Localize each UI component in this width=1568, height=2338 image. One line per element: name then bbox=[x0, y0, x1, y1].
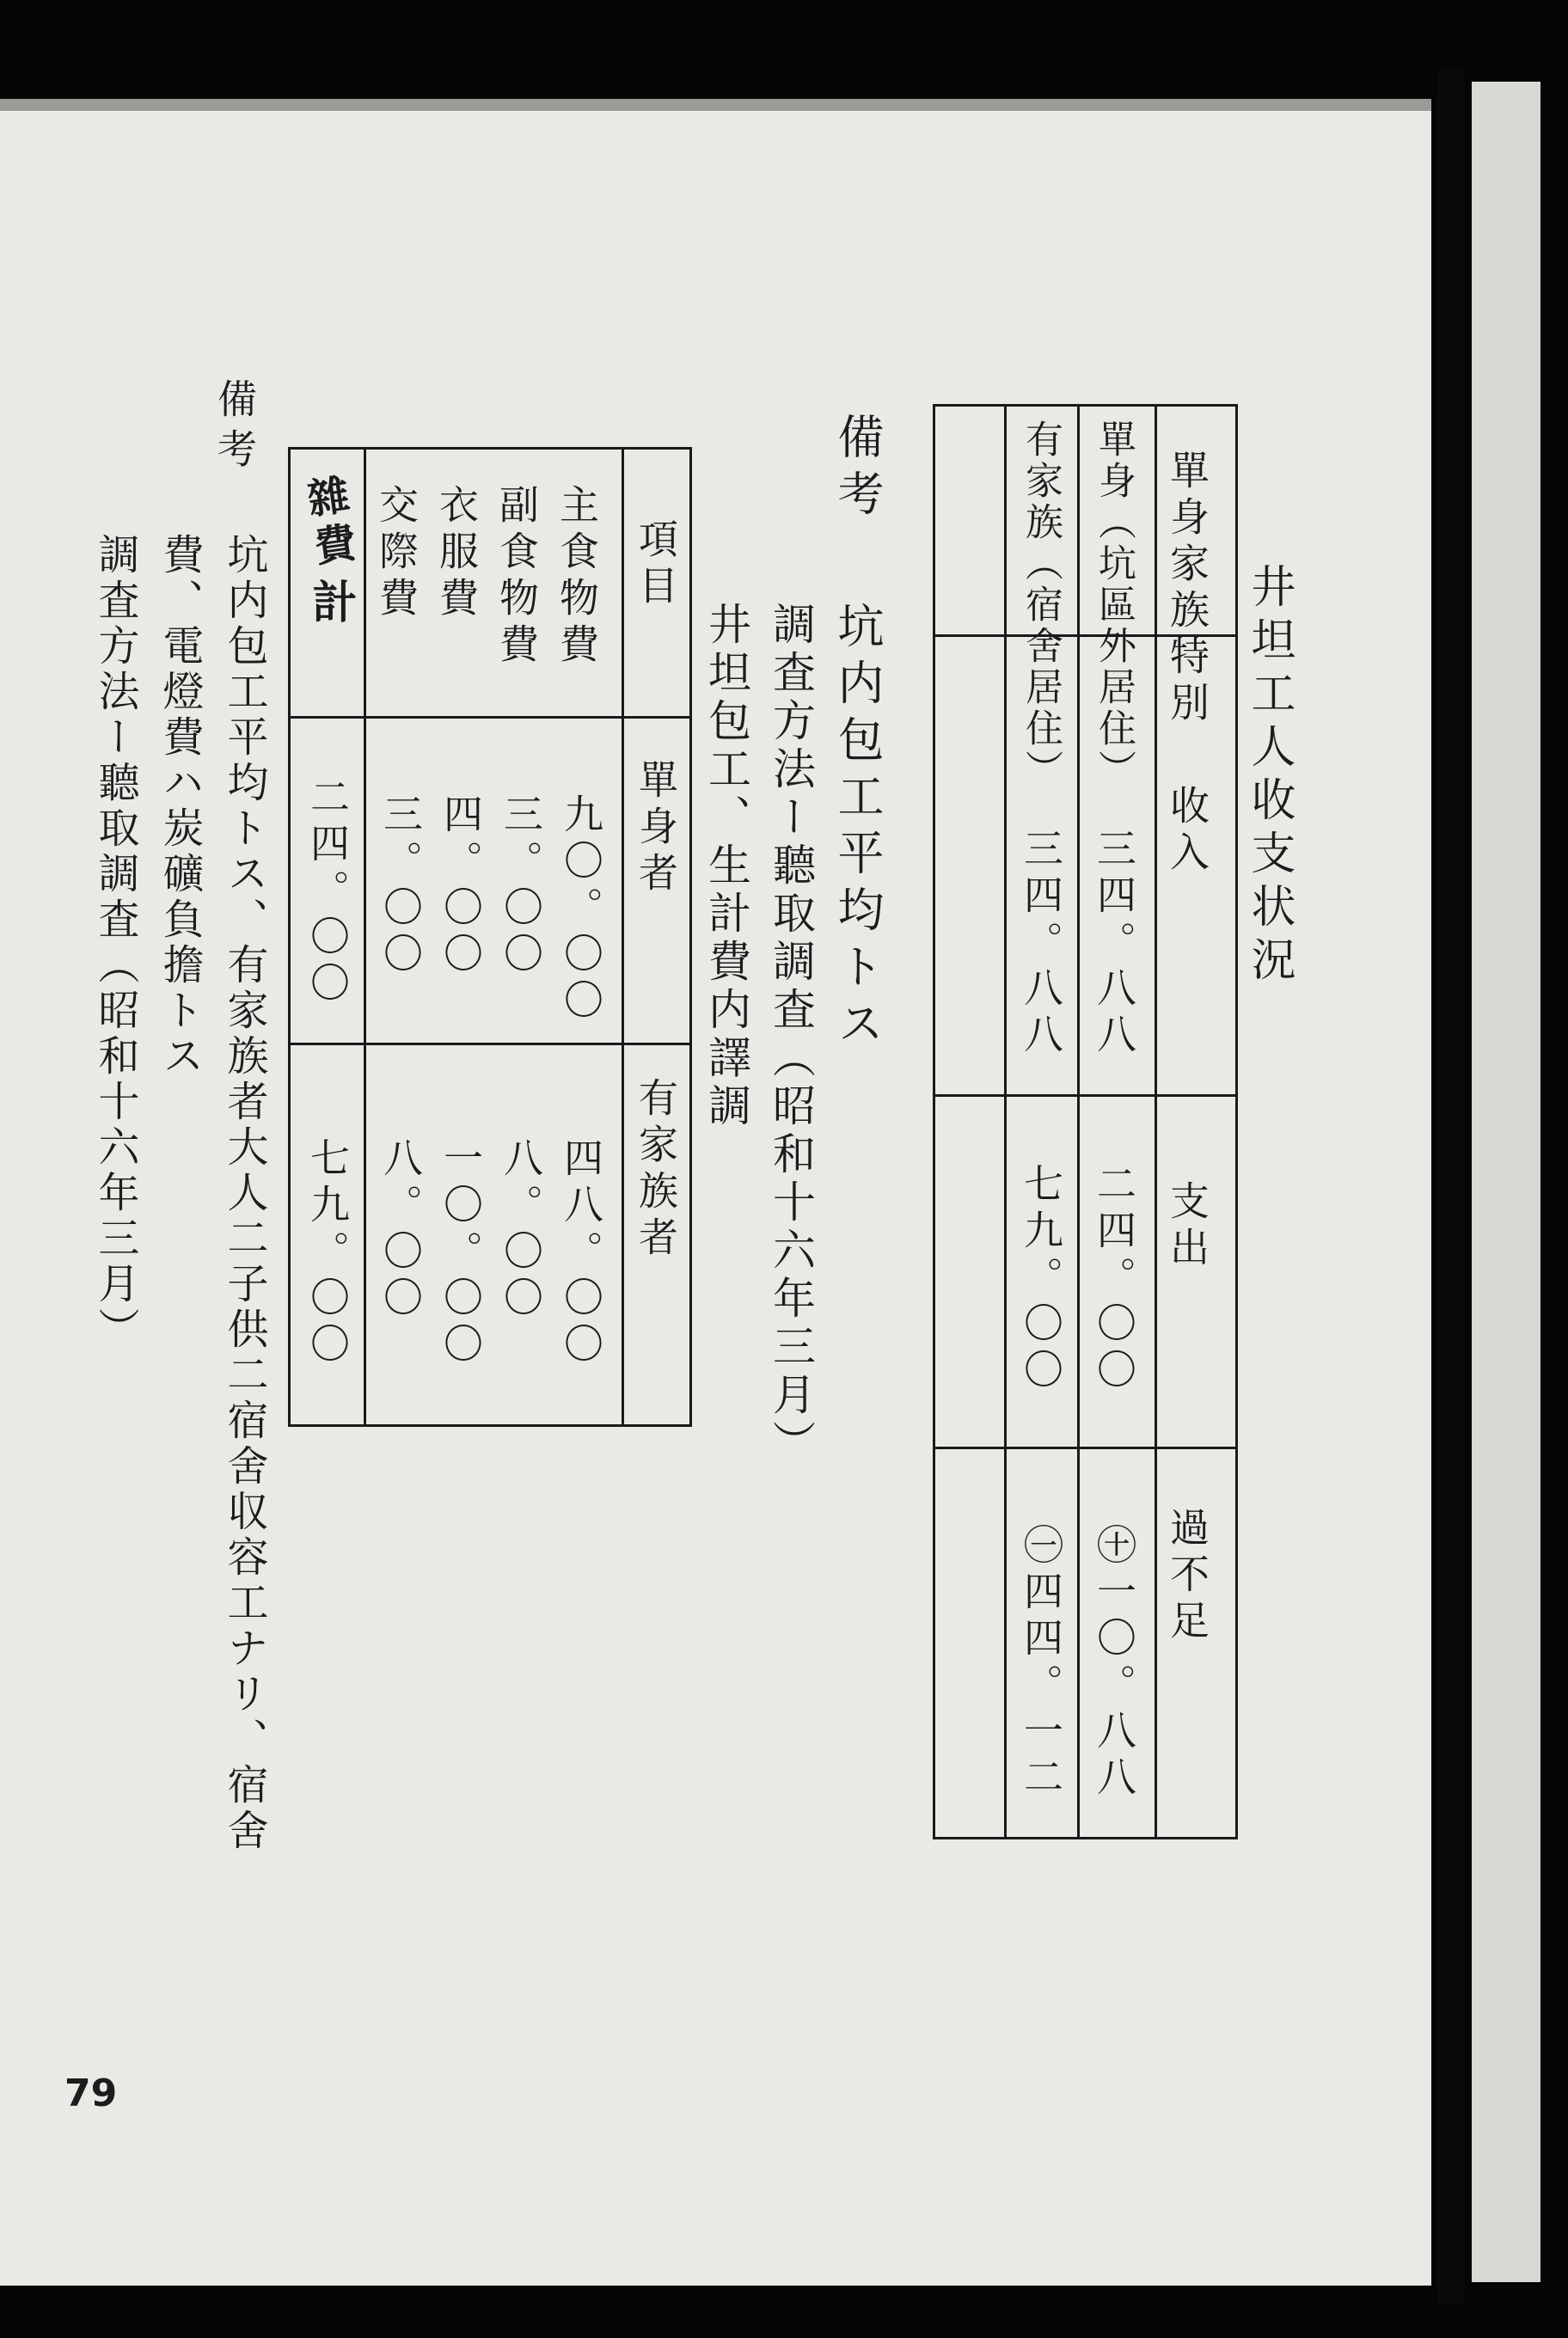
remark1-line3: 井坦包工、生計費内譯調 bbox=[701, 602, 751, 1131]
remark1-line1: 坑内包工平均トス bbox=[830, 602, 885, 1056]
table2-family-total: 七九。〇〇 bbox=[304, 1137, 351, 1369]
remark1-label: 備考 bbox=[830, 413, 885, 526]
income-expense-table bbox=[933, 404, 1238, 1839]
table2-single-social: 三。〇〇 bbox=[377, 793, 424, 979]
living-cost-table bbox=[288, 447, 692, 1427]
remark2-line3: 調査方法ー聽取調査（昭和十六年三月） bbox=[91, 533, 139, 1353]
table1-row2-category: 有家族（宿舍居住） bbox=[1019, 419, 1063, 791]
table2-item-social: 交際費 bbox=[373, 484, 420, 623]
table1-row2-expense: 七九。〇〇 bbox=[1018, 1163, 1064, 1395]
facing-page-edge bbox=[1472, 82, 1540, 2282]
table2-family-clothing: 一〇。〇〇 bbox=[438, 1137, 484, 1369]
remark2-label: 備考 bbox=[211, 378, 258, 478]
table2-header-family: 有家族者 bbox=[633, 1077, 679, 1263]
table2-single-side: 三。〇〇 bbox=[498, 793, 544, 979]
table1-row1-balance: ㊉一〇。八八 bbox=[1091, 1524, 1137, 1802]
table2-family-social: 八。〇〇 bbox=[377, 1137, 424, 1323]
table2-single-staple: 九〇。〇〇 bbox=[558, 793, 604, 1025]
table2-family-side: 八。〇〇 bbox=[498, 1137, 544, 1323]
table1-header-income: 收入 bbox=[1164, 785, 1210, 878]
table2-single-total: 二四。〇〇 bbox=[304, 776, 351, 1008]
table2-item-clothing: 衣服費 bbox=[433, 484, 480, 623]
page-title: 井坦工人收支状況 bbox=[1243, 563, 1295, 989]
table2-header-single: 單身者 bbox=[633, 759, 679, 898]
table2-header-item: 項目 bbox=[633, 518, 679, 611]
table1-header-balance: 過不足 bbox=[1164, 1507, 1210, 1646]
table2-item-total: 計 bbox=[304, 578, 357, 630]
table1-header-category: 單身家族特別 bbox=[1164, 450, 1210, 728]
remark2-line2: 費、電燈費ハ炭礦負擔トス bbox=[156, 533, 204, 1080]
table2-item-side: 副食物費 bbox=[493, 484, 540, 670]
table2-family-staple: 四八。〇〇 bbox=[558, 1137, 604, 1369]
table2-single-clothing: 四。〇〇 bbox=[438, 793, 484, 979]
table1-row1-category: 單身（坑區外居住） bbox=[1092, 419, 1136, 791]
table2-item-staple: 主食物費 bbox=[554, 484, 600, 670]
remark1-line2: 調査方法ー聽取調査（昭和十六年三月） bbox=[766, 602, 816, 1468]
remark2-line1: 坑内包工平均トス、有家族者大人二子供二宿舍収容工ナリ、宿舍 bbox=[220, 533, 268, 1854]
table1-row1-income: 三四。八八 bbox=[1091, 828, 1137, 1060]
page-number: 79 bbox=[64, 2072, 118, 2115]
table1-row1-expense: 二四。〇〇 bbox=[1091, 1163, 1137, 1395]
table1-row2-income: 三四。八八 bbox=[1018, 828, 1064, 1060]
book-binding bbox=[1437, 69, 1465, 2304]
table1-header-expense: 支出 bbox=[1164, 1180, 1210, 1273]
table1-row2-balance: ㊀四四。一二 bbox=[1018, 1524, 1064, 1802]
table2-handwritten-note: 雜費 bbox=[297, 472, 359, 575]
